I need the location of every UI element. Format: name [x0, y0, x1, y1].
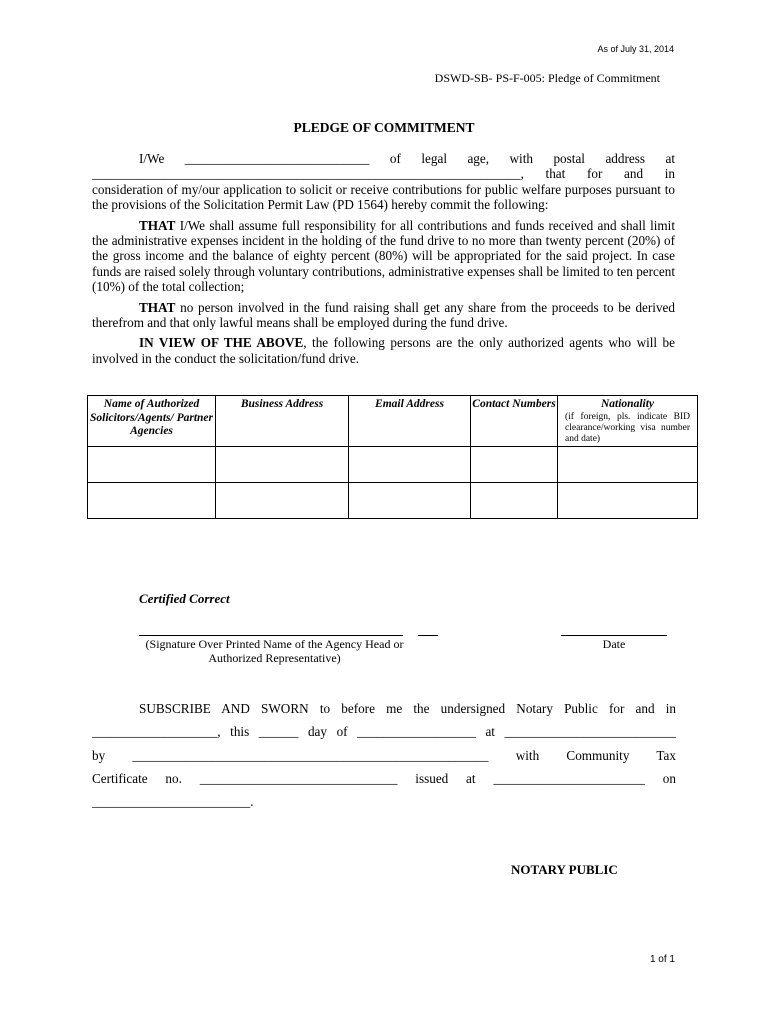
pledge-line-1: I/We ____________________________ of legal age, with postal address at	[139, 151, 675, 166]
expenses-text: I/We shall assume full responsibility for all contributions and funds received and shall limit the administrative expenses incident in the holding of the fund drive to no more than twenty percent (20%) of the gross income and the balance of eighty percent (80%) will be appropriated for the said project. In case funds are raised solely through voluntary contributions, administrative expenses shall be limited to ten percent (10%) of the total collection;	[92, 217, 675, 295]
short-line	[418, 635, 438, 636]
table-cell[interactable]	[558, 447, 698, 483]
pledge-paragraph-expenses	[92, 218, 675, 295]
jurat-line-2: ___________________, this ______ day of __________________ at __________________________	[92, 724, 676, 740]
col-business-address-header: Business Address	[216, 396, 349, 447]
page-number: 1 of 1	[649, 954, 675, 965]
pledge-consideration: consideration of my/our application to solicit or receive contributions for public welfare purposes pursuant to the provisions of the Solicitation Permit Law (PD 1564) hereby commit the following:	[92, 181, 675, 213]
authorized-agents-table	[87, 395, 698, 519]
table-header-row	[88, 396, 698, 447]
col-contact-header: Contact Numbers	[471, 396, 558, 447]
table-cell[interactable]	[216, 483, 349, 519]
notary-jurat	[92, 697, 676, 813]
that-lead: THAT	[139, 217, 176, 233]
table-cell[interactable]	[471, 483, 558, 519]
pledge-line-2: _________________________________________________________________, that for and in	[92, 166, 675, 182]
pledge-paragraph-proceeds	[92, 300, 675, 331]
table-cell[interactable]	[558, 483, 698, 519]
document-title: PLEDGE OF COMMITMENT	[293, 120, 475, 135]
form-code: DSWD-SB- PS-F-005: Pledge of Commitment	[434, 71, 660, 85]
proceeds-text: no person involved in the fund raising shall get any share from the proceeds to be derived therefrom and that only lawful means shall be employed during the fund drive.	[92, 299, 675, 331]
agents-text: , the following persons are the only authorized agents who will be involved in the conduct the solicitation/fund drive.	[92, 335, 676, 366]
table-row	[88, 483, 698, 519]
table-cell[interactable]	[349, 447, 471, 483]
certified-correct-label: Certified Correct	[139, 591, 230, 606]
col-name-header: Name of Authorized Solicitors/Agents/ Partner Agencies	[88, 396, 216, 447]
pledge-paragraph-agents	[92, 335, 675, 366]
jurat-line-4: Certificate no. ______________________________ issued at _______________________ on	[92, 770, 676, 786]
date-caption: Date	[602, 637, 626, 651]
table-cell[interactable]	[471, 447, 558, 483]
as-of-date: As of July 31, 2014	[597, 44, 674, 54]
that-lead: THAT	[139, 299, 176, 315]
table-cell[interactable]	[349, 483, 471, 519]
signature-caption: (Signature Over Printed Name of the Agency Head or Authorized Representative)	[145, 637, 404, 665]
signature-line[interactable]	[139, 635, 403, 636]
nationality-label: Nationality	[600, 398, 655, 410]
jurat-line-1: SUBSCRIBE AND SWORN to before me the undersigned Notary Public for and in	[139, 701, 676, 716]
table-cell[interactable]	[88, 447, 216, 483]
in-view-lead: IN VIEW OF THE ABOVE	[139, 335, 304, 351]
table-row	[88, 447, 698, 483]
jurat-line-5: ________________________.	[92, 794, 254, 810]
nationality-note: (if foreign, pls. indicate BID clearance/working visa number and date)	[565, 411, 690, 444]
col-email-header: Email Address	[349, 396, 471, 447]
table-cell[interactable]	[88, 483, 216, 519]
pledge-body	[92, 151, 675, 371]
table-cell[interactable]	[216, 447, 349, 483]
col-nationality-header	[558, 396, 698, 447]
date-line[interactable]	[561, 635, 667, 636]
jurat-line-3: by ______________________________________________________ with Community Tax	[92, 747, 676, 763]
notary-public-label: NOTARY PUBLIC	[511, 862, 618, 877]
